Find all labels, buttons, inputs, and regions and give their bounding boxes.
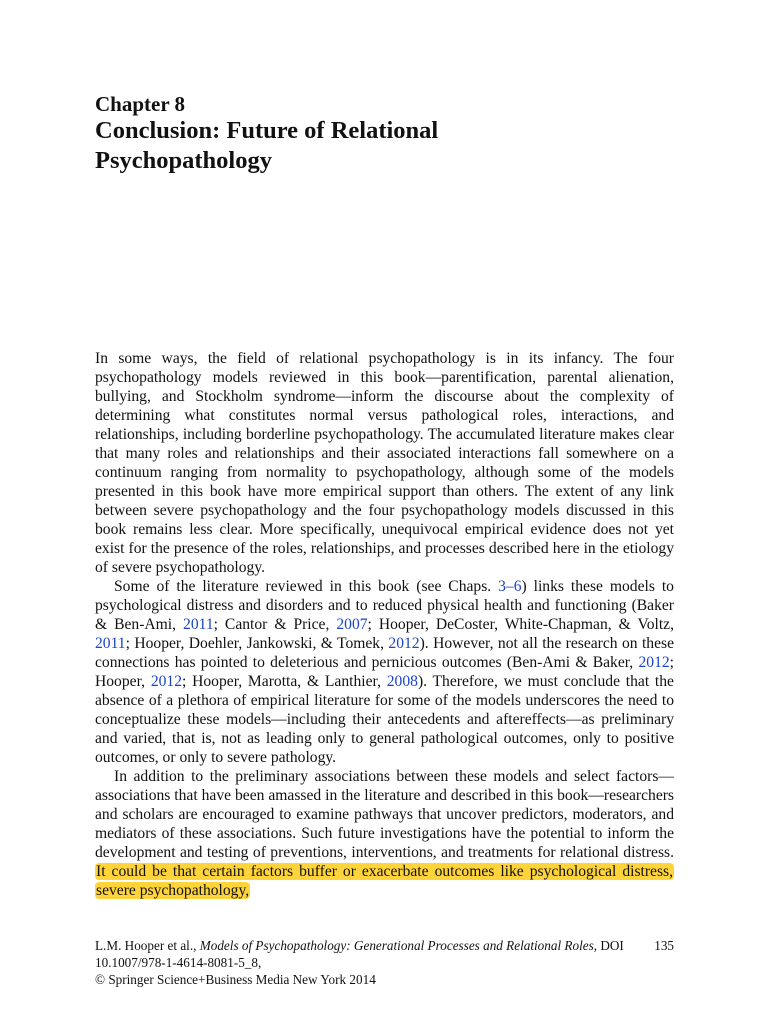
paragraph-2-text: Some of the literature reviewed in this book (see Chaps. [114, 578, 499, 595]
paragraph-2-text: ; Hooper, DeCoster, White-Chapman, & Voltz, [367, 616, 674, 633]
paragraph-2-text: ; Hooper, Marotta, & Lanthier, [182, 673, 387, 690]
page-number: 135 [654, 938, 674, 953]
citation-link[interactable]: 2011 [95, 635, 126, 652]
chapter-cross-reference-link[interactable]: 3–6 [498, 578, 522, 595]
paragraph-1 [95, 349, 674, 577]
citation-link[interactable]: 2012 [150, 673, 183, 690]
citation-link[interactable]: 2012 [638, 654, 670, 671]
footer-doi: , DOI 10.1007/978-1-4614-8081-5_8, [95, 938, 624, 970]
footer-book-title: Models of Psychopathology: Generational Processes and Relational Roles [199, 938, 594, 953]
paragraph-2-text: ; Cantor & Price, [213, 616, 337, 633]
paragraph-2 [95, 577, 674, 767]
chapter-title-line-1: Conclusion: Future of Relational [95, 117, 439, 144]
paragraph-2-text: ; Hooper, Doehler, Jankowski, & Tomek, [125, 635, 389, 652]
footer-copyright: © Springer Science+Business Media New York 2014 [95, 972, 376, 987]
paragraph-3-text: In addition to the preliminary associations between these models and select factors—associations that have been amassed in the literature and described in this book—researchers and scholars are encouraged to examine pathways that uncover predictors, moderators, and mediators of these associations. Such future investigations have the potential to inform the development and testing of preventions, interventions, and treatments for relational distress. [95, 768, 674, 861]
citation-link[interactable]: 2008 [386, 673, 418, 690]
highlighted-text[interactable]: It could be that certain factors buffer or exacerbate outcomes like psychological distress, severe psychopathology, [96, 863, 673, 899]
chapter-title-line-2: Psychopathology [95, 147, 272, 174]
paragraph-2-text: ). However, not all the research on these connections has pointed to deleterious and pernicious outcomes (Ben-Ami & Baker, [95, 635, 674, 671]
page-footer [95, 937, 674, 988]
paragraph-1-text: In some ways, the field of relational psychopathology is in its infancy. The four psychopathology models reviewed in this book—parentification, parental alienation, bullying, and Stockholm syndrome—inform the discourse about the complexity of determining what constitutes normal versus pathological roles, interactions, and relationships, including borderline psychopathology. The accumulated literature makes clear that many roles and relationships and their associated interactions fall somewhere on a continuum ranging from normality to psychopathology, although some of the models presented in this book have more empirical support than others. The extent of any link between severe psychopathology and the four psychopathology models discussed in this book remains less clear. More specifically, unequivocal empirical evidence does not yet exist for the presence of the roles, relationships, and processes described here in the etiology of severe psychopathology. [95, 350, 674, 576]
body-text [95, 349, 674, 900]
paragraph-2-text: ). Therefore, we must conclude that the absence of a plethora of empirical literature for some of the models underscores the need to conceptualize these models—including their antecedents and aftereffects—as preliminary and varied, that is, not as leading only to general pathological outcomes, only to positive outcomes, or only to severe pathology. [95, 673, 674, 766]
citation-link[interactable]: 2007 [336, 616, 368, 633]
chapter-label: Chapter 8 [95, 92, 186, 116]
citation-link[interactable]: 2011 [183, 616, 214, 633]
citation-link[interactable]: 2012 [388, 635, 420, 652]
chapter-title [95, 116, 655, 176]
footer-authors: L.M. Hooper et al., [95, 938, 200, 953]
paragraph-2-text: ; Hooper, [95, 654, 674, 690]
paragraph-2-text: ) links these models to psychological distress and disorders and to reduced physical health and functioning (Baker & Ben-Ami, [95, 578, 674, 633]
paragraph-3 [95, 767, 674, 900]
